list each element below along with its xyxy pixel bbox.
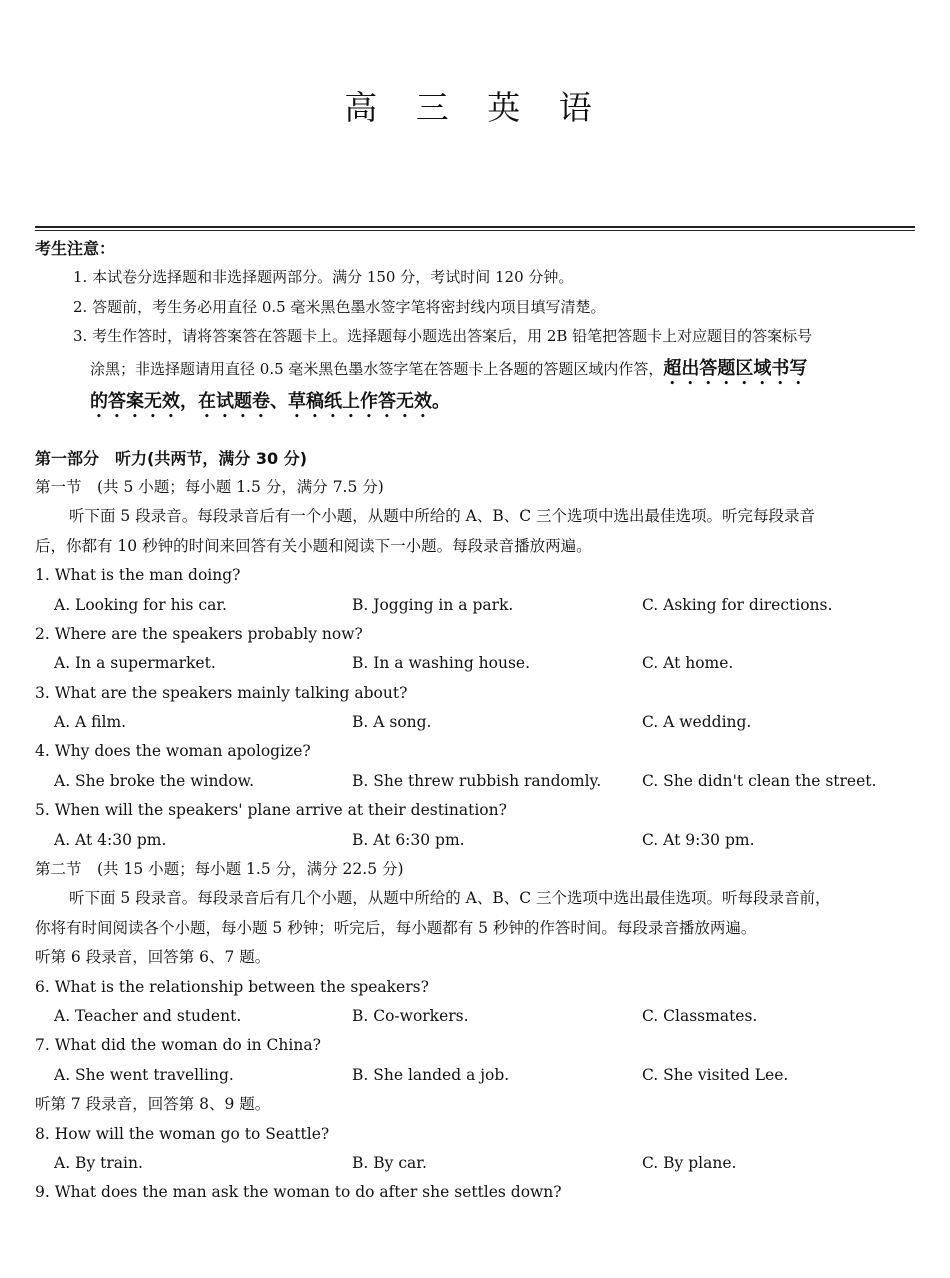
option-b: B. Jogging in a park.	[352, 595, 514, 614]
question-8: 8. How will the woman go to Seattle?	[35, 1124, 330, 1143]
option-b: B. She threw rubbish randomly.	[352, 771, 602, 790]
exam-content	[35, 234, 915, 1208]
section1-instructions-line-2: 后，你都有 10 秒钟的时间来回答有关小题和阅读下一小题。每段录音播放两遍。	[35, 536, 592, 555]
section2-heading: 第二节 (共 15 小题；每小题 1.5 分，满分 22.5 分)	[35, 860, 404, 879]
option-a: A. Looking for his car.	[54, 595, 227, 614]
question-8-options	[35, 1149, 915, 1178]
question-5-options	[35, 826, 915, 855]
recording-6-instruction: 听第 6 段录音，回答第 6、7 题。	[35, 948, 271, 967]
question-1: 1. What is the man doing?	[35, 566, 241, 585]
option-c: C. She visited Lee.	[642, 1065, 789, 1084]
question-7: 7. What did the woman do in China?	[35, 1036, 321, 1055]
option-b: B. A song.	[352, 713, 432, 732]
notice-item-2: 2. 答题前，考生务必用直径 0.5 毫米黑色墨水签字笔将密封线内项目填写清楚。	[73, 297, 606, 316]
option-b: B. Co-workers.	[352, 1006, 469, 1025]
header-rule-thick	[35, 226, 915, 228]
option-a: A. In a supermarket.	[54, 654, 216, 673]
question-3-options	[35, 708, 915, 737]
option-a: A. By train.	[54, 1153, 143, 1172]
section2-instructions-line-2: 你将有时间阅读各个小题，每小题 5 秒钟；听完后，每小题都有 5 秒钟的作答时间。每段录音播放两遍。	[35, 918, 757, 937]
question-5: 5. When will the speakers' plane arrive at their destination?	[35, 801, 507, 820]
question-2: 2. Where are the speakers probably now?	[35, 624, 363, 643]
question-2-options	[35, 649, 915, 678]
question-4-options	[35, 767, 915, 796]
option-a: A. Teacher and student.	[54, 1006, 242, 1025]
option-a: A. A film.	[54, 713, 127, 732]
notice-item-3-emphasis: 超出答题区域书写	[663, 357, 808, 379]
option-a: A. She went travelling.	[54, 1065, 234, 1084]
question-6-options	[35, 1002, 915, 1031]
option-c: C. At 9:30 pm.	[642, 830, 755, 849]
option-a: A. She broke the window.	[54, 771, 255, 790]
notice-item-3: 3. 考生作答时，请将答案答在答题卡上。选择题每小题选出答案后，用 2B 铅笔把答题卡上对应题目的答案标号	[73, 327, 813, 346]
option-c: C. Asking for directions.	[642, 595, 833, 614]
option-b: B. In a washing house.	[352, 654, 531, 673]
question-4: 4. Why does the woman apologize?	[35, 742, 311, 761]
section1-heading: 第一节 (共 5 小题；每小题 1.5 分，满分 7.5 分)	[35, 477, 384, 496]
option-c: C. She didn't clean the street.	[642, 771, 877, 790]
question-6: 6. What is the relationship between the speakers?	[35, 977, 429, 996]
recording-7-instruction: 听第 7 段录音，回答第 8、9 题。	[35, 1095, 271, 1114]
option-c: C. At home.	[642, 654, 734, 673]
section1-instructions-line-1: 听下面 5 段录音。每段录音后有一个小题，从题中所给的 A、B、C 三个选项中选出最佳选项。听完每段录音	[69, 507, 816, 526]
question-1-options	[35, 591, 915, 620]
notice-item-3-continued	[35, 352, 915, 385]
notice-item-3-last-emphasis: 的答案无效，在试题卷、草稿纸上作答无效。	[90, 390, 450, 412]
question-7-options	[35, 1061, 915, 1090]
option-c: C. Classmates.	[642, 1006, 758, 1025]
option-b: B. At 6:30 pm.	[352, 830, 465, 849]
option-a: A. At 4:30 pm.	[54, 830, 167, 849]
header-rule-thin	[35, 230, 915, 231]
notice-item-3-last	[35, 385, 915, 418]
question-9: 9. What does the man ask the woman to do after she settles down?	[35, 1183, 562, 1202]
option-c: C. A wedding.	[642, 713, 752, 732]
section2-instructions-line-1: 听下面 5 段录音。每段录音后有几个小题，从题中所给的 A、B、C 三个选项中选出最佳选项。听每段录音前，	[69, 889, 831, 908]
option-c: C. By plane.	[642, 1153, 737, 1172]
option-b: B. By car.	[352, 1153, 427, 1172]
spacer	[35, 418, 915, 444]
notice-item-1: 1. 本试卷分选择题和非选择题两部分。满分 150 分，考试时间 120 分钟。	[73, 268, 574, 287]
exam-title: 高 三 英 语	[344, 88, 606, 127]
notice-heading: 考生注意：	[35, 239, 116, 258]
option-b: B. She landed a job.	[352, 1065, 510, 1084]
part1-heading: 第一部分 听力(共两节，满分 30 分)	[35, 448, 308, 468]
notice-item-3-plain: 涂黑；非选择题请用直径 0.5 毫米黑色墨水签字笔在答题卡上各题的答题区域内作答，	[90, 359, 664, 378]
question-3: 3. What are the speakers mainly talking about?	[35, 683, 408, 702]
